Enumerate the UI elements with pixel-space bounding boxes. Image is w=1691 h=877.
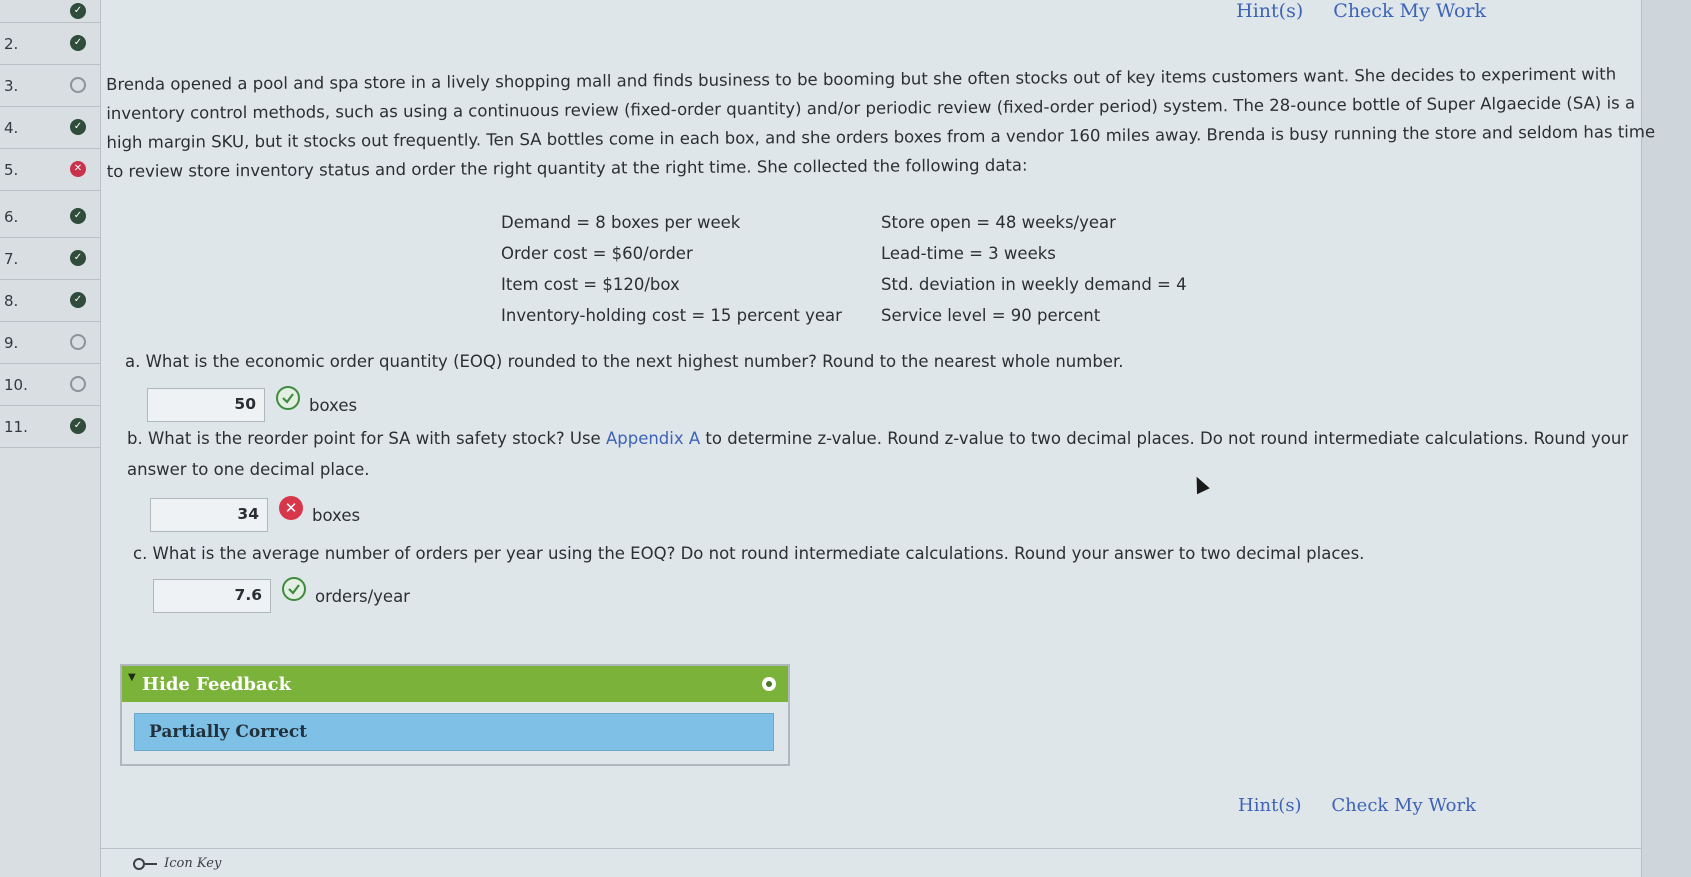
hints-link[interactable]: Hint(s)	[1238, 795, 1302, 816]
question-sidebar	[0, 0, 101, 877]
question-item-9[interactable]	[0, 322, 100, 364]
question-item-5[interactable]	[0, 149, 100, 191]
correct-status-icon: ✓	[70, 35, 86, 51]
question-number: 5.	[4, 161, 19, 179]
question-item-4[interactable]	[0, 107, 100, 149]
footer-divider	[101, 848, 1641, 849]
unanswered-status-icon	[70, 334, 86, 350]
feedback-header-label: Hide Feedback	[142, 674, 292, 695]
question-item-1[interactable]	[0, 0, 100, 23]
check-my-work-link[interactable]: Check My Work	[1331, 795, 1476, 816]
data-column-left	[501, 207, 842, 331]
question-number: 6.	[4, 208, 19, 226]
data-lead-time: Lead-time = 3 weeks	[881, 244, 1056, 263]
correct-status-icon: ✓	[70, 292, 86, 308]
data-store-open: Store open = 48 weeks/year	[881, 213, 1116, 232]
problem-intro: Brenda opened a pool and spa store in a lively shopping mall and finds business to be booming but she often stocks out of key items customers want. She decides to experiment with inventory control methods, such as using a continuous review (fixed-order quantity) and/or periodic review (fixed-order period) system. The 28-ounce bottle of Super Algaecide (SA) is a high margin SKU, but it stocks out frequently. Ten SA bottles come in each box, and she orders boxes from a vendor 160 miles away. Brenda is busy running the store and seldom has time to review store inventory status and order the right quantity at the right time. She collected the following data:	[106, 64, 1656, 181]
question-b-text-before: b. What is the reorder point for SA with safety stock? Use	[127, 429, 606, 448]
bottom-action-links	[1214, 795, 1476, 816]
feedback-result: Partially Correct	[134, 713, 774, 751]
unanswered-status-icon	[70, 77, 86, 93]
question-b-text-after: to determine z-value. Round z-value to two decimal places. Do not round intermediate calculations. Round your answer to one decimal place.	[127, 429, 1629, 479]
unanswered-status-icon	[70, 376, 86, 392]
correct-status-icon: ✓	[70, 3, 86, 19]
question-a-text: a. What is the economic order quantity (EOQ) rounded to the next highest number? Round to the nearest whole number.	[125, 352, 1124, 371]
question-item-3[interactable]	[0, 65, 100, 107]
check-my-work-link[interactable]: Check My Work	[1333, 0, 1486, 22]
answer-a-input[interactable]: 50	[147, 388, 265, 422]
feedback-panel	[120, 664, 790, 766]
answer-b-input[interactable]: 34	[150, 498, 268, 532]
question-number: 4.	[4, 119, 19, 137]
question-b-text	[127, 423, 1637, 485]
answer-a-unit: boxes	[309, 396, 358, 415]
question-item-7[interactable]	[0, 238, 100, 280]
question-item-10[interactable]	[0, 364, 100, 406]
question-number: 11.	[4, 418, 28, 436]
correct-status-icon: ✓	[70, 418, 86, 434]
data-item-cost: Item cost = $120/box	[501, 275, 680, 294]
question-item-8[interactable]	[0, 280, 100, 322]
question-number: 9.	[4, 334, 19, 352]
data-std-deviation: Std. deviation in weekly demand = 4	[881, 275, 1187, 294]
correct-status-icon: ✓	[70, 119, 86, 135]
key-icon	[133, 858, 145, 870]
incorrect-x-icon: ✕	[279, 496, 303, 520]
icon-key-label: Icon Key	[164, 856, 222, 871]
correct-check-icon	[276, 386, 300, 410]
question-item-2[interactable]	[0, 23, 100, 65]
data-column-right	[881, 207, 1187, 331]
data-order-cost: Order cost = $60/order	[501, 244, 693, 263]
hide-feedback-toggle[interactable]	[122, 666, 788, 702]
icon-key-link[interactable]	[133, 856, 221, 871]
correct-status-icon: ✓	[70, 208, 86, 224]
data-holding-cost: Inventory-holding cost = 15 percent year	[501, 306, 842, 325]
top-action-links	[1212, 0, 1486, 22]
answer-c-unit: orders/year	[315, 587, 410, 606]
question-number: 8.	[4, 292, 19, 310]
correct-check-icon	[282, 577, 306, 601]
question-number: 10.	[4, 376, 28, 394]
data-demand: Demand = 8 boxes per week	[501, 213, 741, 232]
feedback-status-icon	[762, 677, 776, 691]
question-item-6[interactable]	[0, 196, 100, 238]
question-c-text: c. What is the average number of orders per year using the EOQ? Do not round intermediate calculations. Round your answer to two decimal places.	[133, 544, 1365, 563]
correct-status-icon: ✓	[70, 250, 86, 266]
answer-b-unit: boxes	[312, 506, 361, 525]
incorrect-status-icon: ✕	[70, 161, 86, 177]
question-number: 2.	[4, 35, 19, 53]
appendix-a-link[interactable]: Appendix A	[605, 429, 701, 448]
hints-link[interactable]: Hint(s)	[1236, 0, 1304, 22]
question-number: 7.	[4, 250, 19, 268]
answer-c-input[interactable]: 7.6	[153, 579, 271, 613]
question-number: 3.	[4, 77, 19, 95]
question-item-11[interactable]	[0, 406, 100, 448]
collapse-triangle-icon: ▼	[128, 672, 136, 683]
data-service-level: Service level = 90 percent	[881, 306, 1101, 325]
